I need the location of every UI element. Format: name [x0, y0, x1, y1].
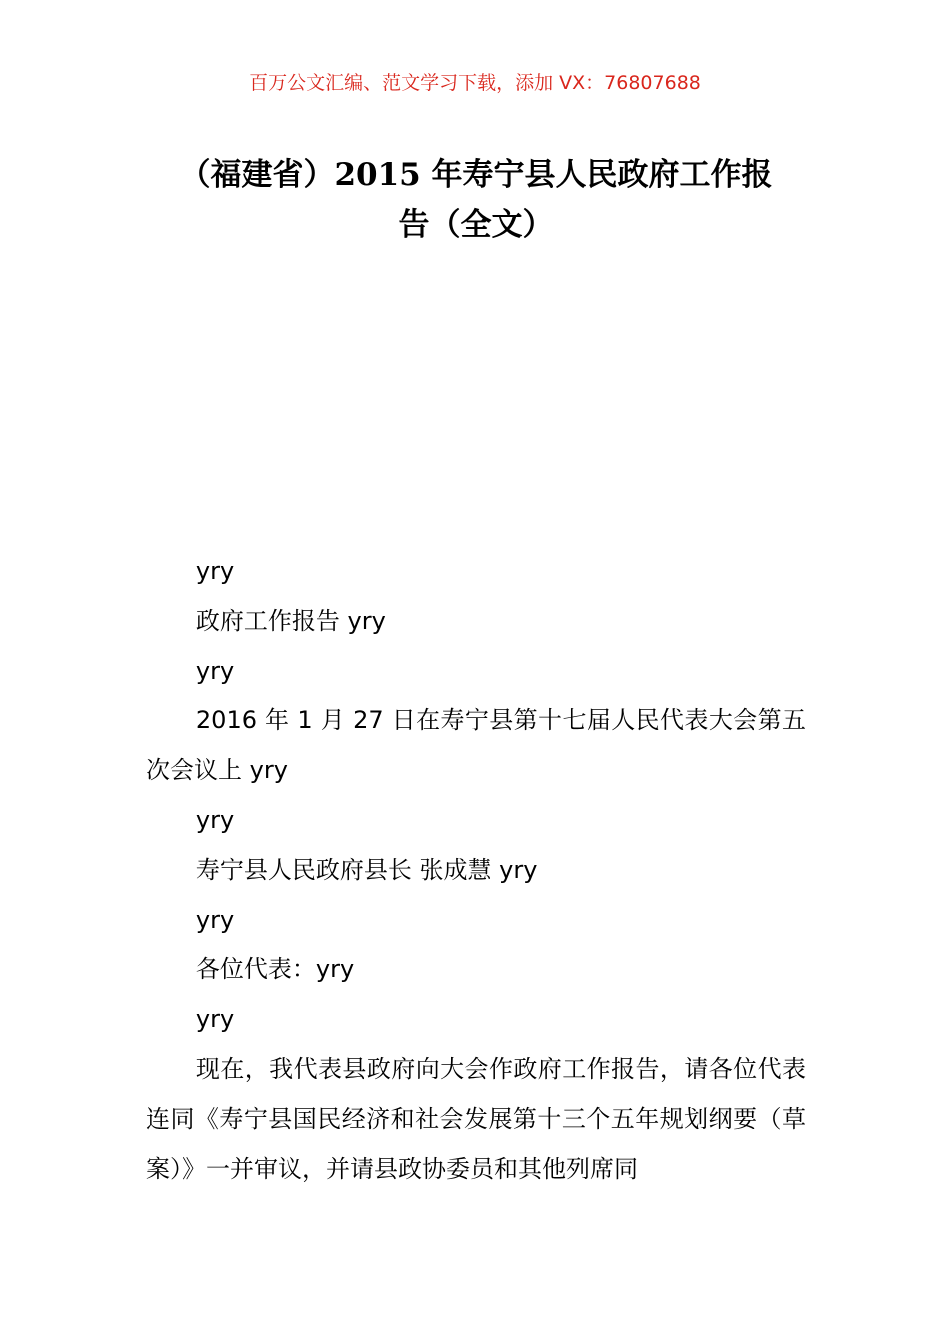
body-paragraph: 各位代表：yry — [195, 955, 355, 984]
document-body — [146, 547, 806, 1194]
body-paragraph: 现在，我代表县政府向大会作政府工作报告，请各位代表连同《寿宁县国民经济和社会发展第十三个五年规划纲要（草案）》一并审议，并请县政协委员和其他列席同 — [146, 1054, 806, 1183]
body-paragraph: 政府工作报告 yry — [195, 606, 386, 635]
header-download-note: 百万公文汇编、范文学习下载，添加 VX：76807688 — [249, 72, 701, 94]
body-paragraph: yry — [195, 1005, 235, 1034]
document-title — [146, 150, 806, 250]
body-paragraph: 寿宁县人民政府县长 张成慧 yry — [195, 855, 538, 884]
body-paragraph: yry — [195, 656, 235, 685]
document-title-line-1: （福建省）2015 年寿宁县人民政府工作报 — [179, 157, 773, 193]
body-paragraph: yry — [195, 557, 235, 585]
body-paragraph: yry — [195, 905, 235, 934]
body-paragraph: 2016 年 1 月 27 日在寿宁县第十七届人民代表大会第五次会议上 yry — [146, 706, 806, 785]
document-title-line-2: 告（全文） — [398, 207, 554, 243]
body-paragraph: yry — [195, 805, 235, 834]
